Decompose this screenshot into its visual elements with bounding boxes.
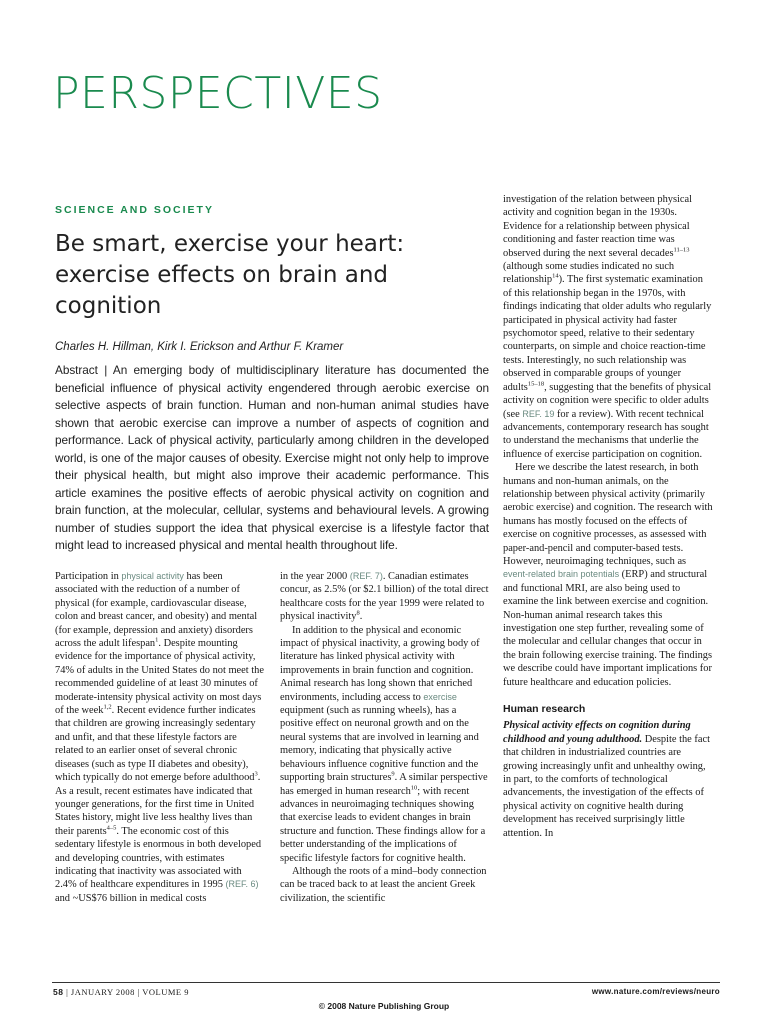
citation-superscript: 4–5 [106, 824, 117, 832]
text-run: (although some studies indicated no such relationship [503, 261, 675, 286]
footer-rule [52, 982, 720, 983]
body-paragraph [280, 865, 490, 905]
glossary-link-physical-activity[interactable]: physical activity [121, 571, 184, 581]
reference-link[interactable]: (REF. 7) [349, 571, 383, 581]
body-paragraph [503, 461, 713, 689]
section-label: SCIENCE AND SOCIETY [55, 204, 214, 216]
citation-superscript: 1,2 [103, 703, 112, 711]
reference-link[interactable]: (REF. 6) [225, 879, 259, 890]
text-run: . [359, 611, 363, 623]
section-heading: Human research [503, 703, 586, 716]
citation-superscript: 3 [254, 770, 258, 778]
text-run: (ERP) and structural and functional MRI, are also being used to examine the link between exercise and cognition. Non-human animal research takes this investigation one step further, revealing some of the molecular and cellular changes that occur in the brain following exercise training. The findings we describe could have important implications for future healthcare and education policies. [503, 569, 713, 688]
footer-page-info [53, 987, 189, 997]
text-run: ). The first systematic examination of this relationship began in the 1970s, with findings indicating that older adults who regularly participated in physical activity had faster psychomotor speed, relative to their sedentary counterparts, on simple and choice reaction-time tests. Interestingly, no such relationship was observed in comparable groups of younger adults [503, 274, 712, 393]
citation-superscript: 10 [410, 784, 418, 792]
text-run: and ~US$76 billion in medical costs [55, 892, 207, 904]
body-paragraph [503, 719, 713, 840]
text-run: Although the roots of a mind–body connection can be traced back to at least the ancient Greek civilization, the scientific [280, 865, 487, 904]
run-in-heading: Physical activity effects on cognition during childhood and young adulthood. [503, 720, 691, 745]
body-paragraph [280, 624, 490, 865]
copyright-notice: © 2008 Nature Publishing Group [318, 1001, 450, 1011]
text-run: . As a result, recent estimates have indicated that younger generations, for the first time in United States history, might live less healthy lives than their parents [55, 772, 261, 837]
text-run: for a review). With recent technical advancements, contemporary research has sought to understand the mechanisms that underlie the influence of exercise participation on cognition. [503, 408, 709, 460]
issue-info: | JANUARY 2008 | VOLUME 9 [63, 987, 189, 997]
footer-url[interactable]: www.nature.com/reviews/neuro [591, 987, 720, 996]
citation-superscript: 8 [356, 609, 360, 617]
citation-superscript: 15–18 [527, 380, 545, 388]
text-run: . The economic cost of this sedentary lifestyle is enormous in both developed and developing countries, with estimates indicating that inactivity was associated with 2.4% of healthcare expenditures in 1995 [55, 825, 262, 891]
text-run: In addition to the physical and economic impact of physical inactivity, a growing body of literature has linked physical activity with improvements in brain function and cognition. Animal research has long shown that enriched environments, including access to [280, 624, 480, 703]
citation-superscript: 14 [552, 272, 559, 280]
body-paragraph [503, 193, 713, 461]
text-run: Participation in [55, 571, 122, 582]
author-list: Charles H. Hillman, Kirk I. Erickson and Arthur F. Kramer [55, 341, 344, 353]
glossary-link-erp[interactable]: event-related brain potentials [503, 569, 620, 580]
text-run: Despite the fact that children in industrialized countries are growing increasingly unfit and unhealthy owing, in part, to the comforts of technological advancements, the investigation of the effects of physical activity on cognitive health during development has received surprisingly little attention. In [503, 733, 710, 839]
text-run: investigation of the relation between physical activity and cognition began in the 1930s. Evidence for a relationship between physical conditioning and faster reaction time was observed during the next several decades [503, 194, 692, 259]
text-run: . Despite mounting evidence for the importance of physical activity, 74% of adults in the United States do not meet the recommended guideline of at least 30 minutes of moderate-intensity physical activity on most days of the week [55, 638, 264, 717]
body-column-3 [503, 193, 713, 840]
citation-superscript: 11–13 [673, 246, 690, 254]
page-number: 58 [53, 987, 64, 997]
text-run: equipment (such as running wheels), has a positive effect on neuronal growth and on the neural systems that are involved in learning and memory, indicating that physically active behaviours influence cognitive function and the supporting brain structures [280, 705, 479, 784]
body-paragraph [280, 570, 490, 624]
text-run: has been associated with the reduction of a number of physical (for example, cardiovascular disease, colon and breast cancer, and obesity) and mental (for example, depression and anxiety) disorders across the adult lifespan [55, 571, 258, 650]
text-run: . Recent evidence further indicates that children are growing increasingly sedentary and unfit, and that these lifestyle factors are related to an earlier onset of several chronic diseases (such as type II diabetes and obesity), which typically do not emerge before adulthood [55, 705, 256, 784]
text-run: Here we describe the latest research, in both humans and non-human animals, on the relationship between physical activity (primarily aerobic exercise) and cognition. The research with humans has mostly focused on the effects of exercise on cognitive processes, as assessed with paper-and-pencil and computer-based tests. However, neuroimaging techniques, such as [503, 462, 713, 567]
text-run: ; with recent advances in neuroimaging techniques showing that exercise leads to evident changes in brain structure and function. These findings allow for a better understanding of the implications of specific lifestyle factors for cognitive health. [280, 785, 486, 864]
text-run: . A similar perspective has emerged in human research [280, 772, 488, 797]
text-run: , suggesting that the benefits of physical activity on cognition were specific to older adults (see [503, 381, 712, 420]
text-run: . Canadian estimates concur, as 2.5% (or $2.1 billion) of the total direct healthcare costs for the year 1999 were related to physical inactivity [280, 571, 489, 623]
body-paragraph [55, 570, 265, 905]
body-column-2 [280, 570, 490, 905]
body-column-1 [55, 570, 265, 905]
journal-section-header: PERSPECTIVES [53, 68, 383, 119]
citation-superscript: 9 [391, 770, 395, 778]
citation-superscript: 1 [155, 636, 159, 644]
article-title: Be smart, exercise your heart: exercise effects on brain and cognition [55, 231, 405, 319]
text-run: in the year 2000 [280, 571, 350, 582]
abstract-paragraph: Abstract | An emerging body of multidisciplinary literature has documented the beneficial influence of physical activity engendered through aerobic exercise on selective aspects of brain function. Human and non-human animal studies have shown that aerobic exercise can improve a number of aspects of cognition and performance. Lack of physical activity, particularly among children in the developed world, is one of the major causes of obesity. Exercise might not only help to improve their physical health, but might also improve their academic performance. This article examines the positive effects of aerobic physical activity on cognition and brain function, at the molecular, cellular, systems and behavioural levels. A growing number of studies support the idea that physical exercise is a lifestyle factor that might lead to increased physical and mental health throughout life. [55, 363, 489, 552]
glossary-link-exercise[interactable]: exercise [423, 691, 457, 702]
reference-link[interactable]: REF. 19 [522, 408, 555, 419]
